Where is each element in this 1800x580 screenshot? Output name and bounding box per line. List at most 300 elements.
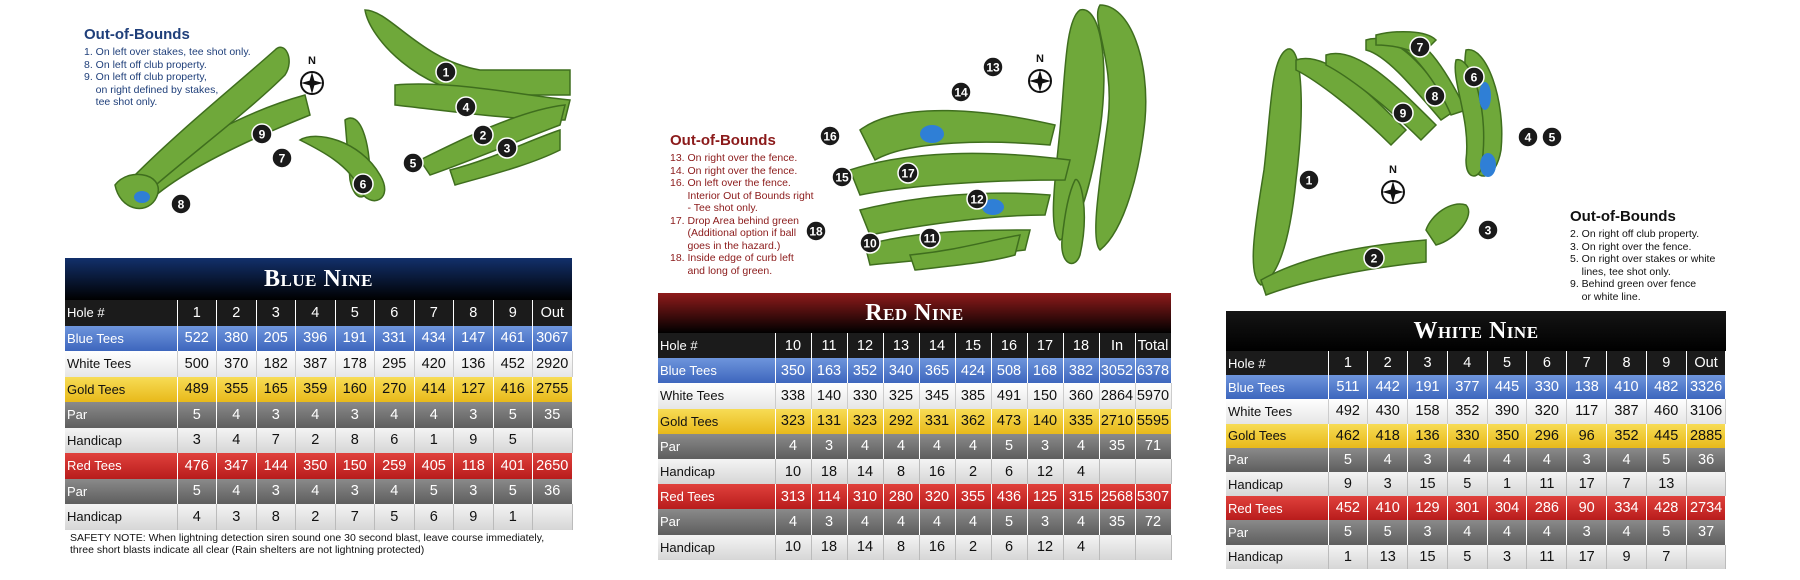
row-label: Gold Tees	[1226, 424, 1328, 448]
score-cell: 4	[1063, 459, 1099, 484]
table-row	[1226, 520, 1726, 544]
score-cell: 2650	[533, 453, 573, 479]
score-cell: 362	[955, 409, 991, 434]
blue-nine-banner: Blue Nine	[65, 258, 572, 300]
oob-rule-line: 18. Inside edge of curb left	[670, 252, 794, 264]
score-cell: 4	[955, 509, 991, 534]
row-label: Handicap	[65, 428, 177, 454]
row-label: Handicap	[658, 535, 775, 560]
score-cell: 5	[1328, 448, 1368, 472]
hole-marker	[1393, 103, 1413, 123]
fairway-shapes	[850, 5, 1146, 270]
svg-text:18: 18	[809, 224, 823, 239]
hole-number-header: 6	[1527, 351, 1567, 375]
hole-number-header: 4	[296, 300, 336, 326]
score-cell: 3	[335, 402, 375, 428]
score-cell: 5	[493, 402, 533, 428]
score-cell: 36	[1686, 448, 1726, 472]
score-cell: 323	[775, 409, 811, 434]
compass-rose-icon	[301, 55, 323, 94]
score-cell: 150	[1027, 383, 1063, 408]
svg-text:12: 12	[970, 192, 984, 207]
score-cell: 442	[1368, 375, 1408, 399]
hole-number-header: 18	[1063, 333, 1099, 358]
score-cell: 3	[454, 402, 494, 428]
row-label: White Tees	[65, 351, 177, 377]
red-oob-note	[670, 132, 814, 277]
score-cell	[1135, 459, 1171, 484]
score-cell: 129	[1408, 496, 1448, 520]
score-cell: 473	[991, 409, 1027, 434]
row-label: Gold Tees	[658, 409, 775, 434]
score-cell: 4	[1368, 448, 1408, 472]
row-label: Par	[65, 479, 177, 505]
score-cell: 5	[991, 434, 1027, 459]
row-label: White Tees	[1226, 399, 1328, 423]
water-hazard	[920, 125, 944, 143]
blue-nine-course-map	[60, 0, 572, 258]
white-nine-scorecard	[1226, 351, 1726, 569]
score-cell: 2864	[1099, 383, 1135, 408]
table-header-row	[65, 300, 572, 326]
score-cell: 191	[1408, 375, 1448, 399]
row-label: Red Tees	[1226, 496, 1328, 520]
score-cell	[1135, 535, 1171, 560]
score-cell: 16	[919, 459, 955, 484]
score-cell: 370	[217, 351, 257, 377]
score-cell: 476	[177, 453, 217, 479]
hole-marker	[272, 148, 292, 168]
score-cell: 330	[1447, 424, 1487, 448]
oob-rule-line: goes in the hazard.)	[670, 239, 781, 252]
oob-title: Out-of-Bounds	[84, 26, 190, 43]
score-cell: 7	[1646, 545, 1686, 569]
row-label: Blue Tees	[1226, 375, 1328, 399]
score-cell: 3	[1567, 448, 1607, 472]
score-cell: 452	[1328, 496, 1368, 520]
score-cell: 445	[1646, 424, 1686, 448]
score-cell: 2	[296, 428, 336, 454]
white-nine-banner: White Nine	[1226, 311, 1726, 351]
score-cell: 117	[1567, 399, 1607, 423]
oob-rule-line: 9. Behind green over fence	[1570, 278, 1697, 290]
hole-number-header: 16	[991, 333, 1027, 358]
score-cell: 286	[1527, 496, 1567, 520]
svg-text:4: 4	[1524, 130, 1532, 145]
score-cell: 2	[296, 504, 336, 530]
score-cell	[533, 428, 573, 454]
score-cell: 331	[919, 409, 955, 434]
score-cell: 4	[1487, 520, 1527, 544]
water-hazard	[1479, 82, 1491, 110]
svg-text:8: 8	[177, 197, 185, 212]
score-cell: 500	[177, 351, 217, 377]
score-cell: 3	[256, 479, 296, 505]
score-cell: 15	[1408, 545, 1448, 569]
score-cell: 4	[217, 479, 257, 505]
score-cell: 387	[1607, 399, 1647, 423]
score-cell: 1	[1328, 545, 1368, 569]
score-cell: 7	[256, 428, 296, 454]
score-cell: 334	[1607, 496, 1647, 520]
score-cell: 35	[533, 402, 573, 428]
score-cell: 4	[1527, 520, 1567, 544]
score-cell: 418	[1368, 424, 1408, 448]
oob-title: Out-of-Bounds	[1570, 208, 1676, 225]
score-cell: 72	[1135, 509, 1171, 534]
hole-number-header: 1	[177, 300, 217, 326]
score-cell: 182	[256, 351, 296, 377]
hole-number-header: 2	[217, 300, 257, 326]
score-cell: 13	[1646, 472, 1686, 496]
score-cell: 140	[811, 383, 847, 408]
score-cell: 11	[1527, 472, 1567, 496]
score-cell: 5595	[1135, 409, 1171, 434]
score-cell: 13	[1368, 545, 1408, 569]
score-cell: 410	[1368, 496, 1408, 520]
hole-marker	[252, 124, 272, 144]
hole-number-header: 5	[335, 300, 375, 326]
hole-marker	[1542, 127, 1562, 147]
row-label: Handicap	[65, 504, 177, 530]
hole-number-header: 15	[955, 333, 991, 358]
svg-text:3: 3	[503, 141, 511, 156]
score-cell: 178	[335, 351, 375, 377]
score-cell: 352	[1607, 424, 1647, 448]
hole-number-header: 7	[414, 300, 454, 326]
score-cell: 9	[1607, 545, 1647, 569]
score-cell: 5	[1447, 472, 1487, 496]
svg-text:N: N	[1036, 53, 1044, 65]
hole-marker	[1478, 220, 1498, 240]
svg-text:1: 1	[442, 65, 450, 80]
score-cell: 6	[375, 428, 415, 454]
score-cell: 3	[256, 402, 296, 428]
svg-text:1: 1	[1305, 173, 1313, 188]
row-label: Blue Tees	[658, 358, 775, 383]
score-cell: 8	[256, 504, 296, 530]
water-hazard	[134, 191, 150, 203]
hole-marker	[497, 138, 517, 158]
score-cell: 10	[775, 535, 811, 560]
score-cell: 6	[991, 459, 1027, 484]
score-cell: 345	[919, 383, 955, 408]
hole-marker	[1425, 86, 1445, 106]
table-row	[658, 409, 1171, 434]
score-cell: 355	[955, 484, 991, 509]
score-cell: 355	[217, 377, 257, 403]
score-cell: 350	[1487, 424, 1527, 448]
score-cell: 8	[883, 459, 919, 484]
score-cell: 2755	[533, 377, 573, 403]
score-cell: 138	[1567, 375, 1607, 399]
score-cell: 460	[1646, 399, 1686, 423]
table-row	[658, 484, 1171, 509]
table-row	[65, 453, 572, 479]
hole-marker	[353, 174, 373, 194]
hole-number-header: Out	[1686, 351, 1726, 375]
score-cell: 323	[847, 409, 883, 434]
score-cell: 414	[414, 377, 454, 403]
hole-number-header: In	[1099, 333, 1135, 358]
score-cell: 90	[1567, 496, 1607, 520]
table-row	[65, 326, 572, 352]
oob-rule-line: 14. On right over the fence.	[670, 164, 798, 177]
oob-rule-line: lines, tee shot only.	[1570, 265, 1671, 278]
oob-rule-line: 5. On right over stakes or white	[1570, 253, 1716, 265]
score-cell: 3	[811, 509, 847, 534]
hole-marker	[1464, 67, 1484, 87]
score-cell	[533, 504, 573, 530]
score-cell: 10	[775, 459, 811, 484]
hole-number-header: 4	[1447, 351, 1487, 375]
score-cell: 3	[1027, 434, 1063, 459]
row-label: Handicap	[1226, 545, 1328, 569]
oob-rule-line: 16. On left over the fence.	[670, 177, 791, 189]
oob-title: Out-of-Bounds	[670, 132, 776, 149]
score-cell: 352	[847, 358, 883, 383]
table-row	[1226, 545, 1726, 569]
hole-column-header: Hole #	[658, 333, 775, 358]
score-cell: 5	[1646, 448, 1686, 472]
oob-rule-line: 17. Drop Area behind green	[670, 214, 800, 227]
score-cell: 147	[454, 326, 494, 352]
score-cell: 4	[375, 479, 415, 505]
score-cell: 4	[883, 434, 919, 459]
compass-rose-icon	[1029, 53, 1051, 92]
score-cell: 1	[493, 504, 533, 530]
oob-rule-line: (Additional option if ball	[670, 227, 797, 239]
score-cell: 5	[1447, 545, 1487, 569]
score-cell: 4	[1447, 520, 1487, 544]
score-cell: 377	[1447, 375, 1487, 399]
score-cell: 315	[1063, 484, 1099, 509]
table-row	[65, 479, 572, 505]
row-label: Par	[1226, 448, 1328, 472]
score-cell: 8	[335, 428, 375, 454]
oob-rule-line: 1. On left over stakes, tee shot only.	[84, 46, 251, 58]
hole-number-header: 13	[883, 333, 919, 358]
score-cell: 5307	[1135, 484, 1171, 509]
score-cell: 3067	[533, 326, 573, 352]
svg-text:16: 16	[823, 129, 837, 144]
oob-rule-line: on right defined by stakes,	[84, 83, 219, 96]
row-label: Handicap	[658, 459, 775, 484]
score-cell: 150	[335, 453, 375, 479]
svg-text:5: 5	[1548, 130, 1556, 145]
oob-rule-line: tee shot only.	[84, 96, 158, 108]
score-cell: 9	[454, 504, 494, 530]
score-cell: 489	[177, 377, 217, 403]
score-cell: 4	[775, 509, 811, 534]
hole-marker	[473, 125, 493, 145]
score-cell: 136	[454, 351, 494, 377]
row-label: White Tees	[658, 383, 775, 408]
score-cell: 140	[1027, 409, 1063, 434]
white-nine-course-map	[1226, 0, 1726, 310]
score-cell: 434	[414, 326, 454, 352]
hole-number-header: 2	[1368, 351, 1408, 375]
svg-text:17: 17	[901, 166, 915, 181]
score-cell: 424	[955, 358, 991, 383]
score-cell: 3326	[1686, 375, 1726, 399]
score-cell: 18	[811, 535, 847, 560]
row-label: Gold Tees	[65, 377, 177, 403]
hole-marker	[820, 126, 840, 146]
row-label: Blue Tees	[65, 326, 177, 352]
score-cell: 8	[883, 535, 919, 560]
score-cell: 4	[296, 402, 336, 428]
hole-number-header: 8	[454, 300, 494, 326]
hole-marker	[1518, 127, 1538, 147]
score-cell: 127	[454, 377, 494, 403]
score-cell: 4	[775, 434, 811, 459]
score-cell: 387	[296, 351, 336, 377]
table-header-row	[1226, 351, 1726, 375]
score-cell: 14	[847, 535, 883, 560]
score-cell: 511	[1328, 375, 1368, 399]
table-row	[65, 428, 572, 454]
compass-rose-icon	[1382, 164, 1404, 203]
hole-marker	[436, 62, 456, 82]
red-nine-scorecard	[658, 333, 1172, 560]
table-row	[658, 509, 1171, 534]
score-cell: 125	[1027, 484, 1063, 509]
score-cell: 325	[883, 383, 919, 408]
score-cell: 4	[847, 509, 883, 534]
score-cell: 35	[1099, 434, 1135, 459]
score-cell: 430	[1368, 399, 1408, 423]
score-cell: 360	[1063, 383, 1099, 408]
table-row	[658, 383, 1171, 408]
score-cell: 280	[883, 484, 919, 509]
score-cell: 3	[1368, 472, 1408, 496]
table-row	[1226, 424, 1726, 448]
score-cell: 5	[493, 479, 533, 505]
score-cell: 292	[883, 409, 919, 434]
score-cell: 2568	[1099, 484, 1135, 509]
oob-rule-line: - Tee shot only.	[670, 202, 758, 214]
score-cell: 436	[991, 484, 1027, 509]
score-cell: 2	[955, 459, 991, 484]
red-nine-course-map	[660, 0, 1172, 290]
score-cell: 12	[1027, 459, 1063, 484]
score-cell: 5	[991, 509, 1027, 534]
score-cell	[1099, 459, 1135, 484]
hole-marker	[920, 228, 940, 248]
oob-rule-line: and long of green.	[670, 264, 773, 277]
score-cell: 12	[1027, 535, 1063, 560]
hole-number-header: Out	[533, 300, 573, 326]
svg-text:14: 14	[954, 85, 968, 100]
score-cell: 338	[775, 383, 811, 408]
hole-number-header: 11	[811, 333, 847, 358]
score-cell: 37	[1686, 520, 1726, 544]
score-cell: 313	[775, 484, 811, 509]
table-row	[1226, 472, 1726, 496]
score-cell: 3	[811, 434, 847, 459]
score-cell: 4	[955, 434, 991, 459]
svg-text:3: 3	[1484, 223, 1492, 238]
score-cell: 259	[375, 453, 415, 479]
score-cell: 165	[256, 377, 296, 403]
oob-rule-line: 2. On right off club property.	[1570, 228, 1700, 240]
hole-marker	[983, 57, 1003, 77]
score-cell: 4	[919, 434, 955, 459]
score-cell: 71	[1135, 434, 1171, 459]
svg-text:7: 7	[1416, 40, 1424, 55]
safety-note: SAFETY NOTE: When lightning detection siren sound one 30 second blast, leave course immediately, three short blasts indicate all clear (Rain shelters are not lightning protected)	[70, 532, 545, 556]
score-cell: 350	[296, 453, 336, 479]
oob-rule-line: 13. On right over the fence.	[670, 152, 798, 164]
score-cell: 2	[955, 535, 991, 560]
oob-rule-line: Interior Out of Bounds right	[670, 189, 814, 202]
score-cell: 350	[775, 358, 811, 383]
score-cell: 5970	[1135, 383, 1171, 408]
score-cell: 9	[454, 428, 494, 454]
svg-text:6: 6	[1470, 70, 1478, 85]
score-cell: 445	[1487, 375, 1527, 399]
score-cell: 5	[493, 428, 533, 454]
score-cell: 131	[811, 409, 847, 434]
table-row	[65, 351, 572, 377]
score-cell: 301	[1447, 496, 1487, 520]
score-cell: 4	[217, 402, 257, 428]
score-cell: 396	[296, 326, 336, 352]
score-cell: 4	[1063, 535, 1099, 560]
score-cell: 4	[217, 428, 257, 454]
svg-text:9: 9	[258, 127, 266, 142]
score-cell: 340	[883, 358, 919, 383]
score-cell: 163	[811, 358, 847, 383]
score-cell: 4	[296, 479, 336, 505]
hole-marker	[860, 233, 880, 253]
svg-text:6: 6	[359, 177, 367, 192]
oob-rule-line: 9. On left off club property,	[84, 71, 207, 83]
table-row	[658, 434, 1171, 459]
table-row	[658, 459, 1171, 484]
score-cell	[1099, 535, 1135, 560]
table-header-row	[658, 333, 1171, 358]
score-cell: 11	[1527, 545, 1567, 569]
score-cell: 3	[1487, 545, 1527, 569]
score-cell: 3	[1567, 520, 1607, 544]
score-cell: 158	[1408, 399, 1448, 423]
score-cell: 491	[991, 383, 1027, 408]
oob-rule-line: or white line.	[1570, 290, 1641, 303]
score-cell: 4	[919, 509, 955, 534]
score-cell: 390	[1487, 399, 1527, 423]
score-cell: 365	[919, 358, 955, 383]
table-row	[65, 377, 572, 403]
score-cell: 347	[217, 453, 257, 479]
hole-marker	[456, 97, 476, 117]
hole-marker	[1299, 170, 1319, 190]
score-cell: 352	[1447, 399, 1487, 423]
svg-text:13: 13	[986, 60, 1000, 75]
row-label: Handicap	[1226, 472, 1328, 496]
hole-marker	[832, 167, 852, 187]
score-cell: 3	[454, 479, 494, 505]
score-cell: 382	[1063, 358, 1099, 383]
score-cell: 136	[1408, 424, 1448, 448]
score-cell: 380	[217, 326, 257, 352]
score-cell: 5	[177, 402, 217, 428]
score-cell: 330	[1527, 375, 1567, 399]
score-cell: 401	[493, 453, 533, 479]
score-cell: 4	[1607, 448, 1647, 472]
hole-marker	[1364, 248, 1384, 268]
